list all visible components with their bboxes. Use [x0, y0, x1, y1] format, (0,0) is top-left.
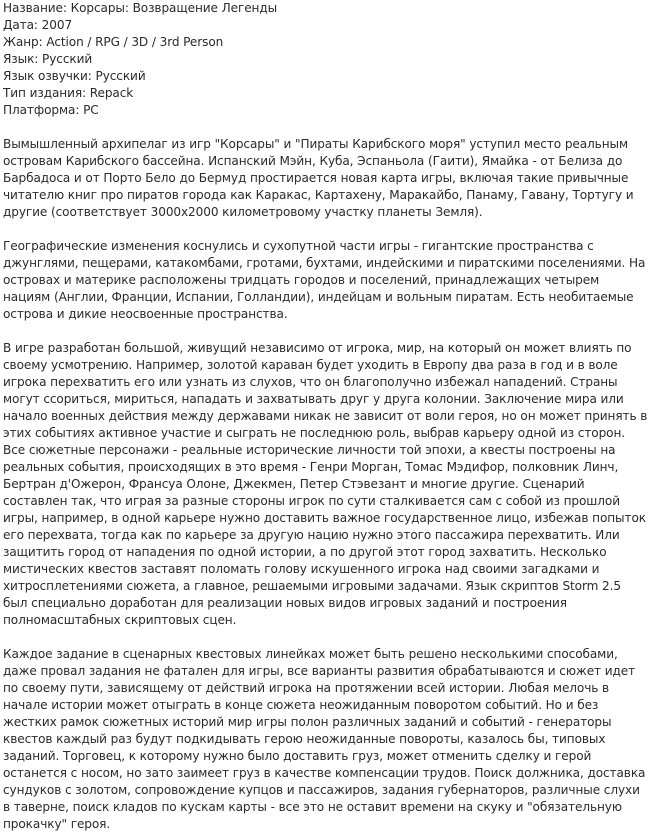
info-label: Язык озвучки [3, 69, 88, 83]
paragraph-quests: Каждое задание в сценарных квестовых линейках может быть решено несколькими способами, даже провал задания не фатален для игры, все варианты развития обрабатываются и сюжет идет по своему пути, зависящему от действий игрока на протяжении всей истории. Любая мелочь в начале истории может отыграть в конце сюжета неожиданным поворотом событий. Но и без жестких рамок сюжетных историй мир игры полон различных заданий и событий - генераторы квестов каждый раз будут подкидывать герою неожиданные повороты, казалось бы, типовых заданий. Торговец, к которому нужно было доставить груз, может отменить сделку и герой останется с носом, но зато заимеет груз в качестве компенсации трудов. Поиск должника, доставка сундуков с золотом, сопровождение купцов и пассажиров, задания губернаторов, различные слухи в таверне, поиск кладов по кускам карты - все это не оставит времени на скуку и "обязательную прокачку" героя. [3, 647, 646, 831]
info-label: Платформа [3, 103, 76, 117]
info-voice-language: Язык озвучки: Русский [3, 69, 146, 83]
info-value: Action / RPG / 3D / 3rd Person [46, 35, 224, 49]
info-label: Дата [3, 18, 34, 32]
info-value: Repack [89, 86, 134, 100]
paragraph-archipelago: Вымышленный архипелаг из игр "Корсары" и "Пираты Карибского моря" уступил место реальным островам Карибского бассейна. Испанский Мэйн, Куба, Эспаньола (Гаити), Ямайка - от Белиза до Барбадоса и от Порто Бело до Бермуд простирается новая карта игры, включая такие привычные читателю книг про пиратов города как Каракас, Картахену, Маракайбо, Панаму, Гавану, Тортугу и другие (соответствует 3000х2000 километровому участку планеты Земля). [3, 137, 634, 219]
release-info [3, 0, 649, 119]
info-label: Жанр [3, 35, 39, 49]
info-label: Язык [3, 52, 35, 66]
info-value: Русский [95, 69, 146, 83]
info-value: PC [83, 103, 99, 117]
info-label: Тип издания [3, 86, 83, 100]
info-label: Название [3, 1, 63, 15]
info-genre: Жанр: Action / RPG / 3D / 3rd Person [3, 35, 224, 49]
info-value: Русский [42, 52, 93, 66]
info-title: Название: Корсары: Возвращение Легенды [3, 1, 278, 15]
info-language: Язык: Русский [3, 52, 93, 66]
info-platform: Платформа: PC [3, 103, 99, 117]
info-release-type: Тип издания: Repack [3, 86, 134, 100]
info-date: Дата: 2007 [3, 18, 73, 32]
paragraph-geography: Географические изменения коснулись и сухопутной части игры - гигантские пространства с джунглями, пещерами, катакомбами, гротами, бухтами, индейскими и пиратскими поселениями. На островах и материке расположены тридцать городов и поселений, принадлежащих четырем нациям (Англии, Франции, Испании, Голландии), индейцам и вольным пиратам. Есть необитаемые острова и дикие неосвоенные пространства. [3, 239, 646, 321]
info-value: Корсары: Возвращение Легенды [70, 1, 278, 15]
info-value: 2007 [41, 18, 73, 32]
paragraph-world: В игре разработан большой, живущий независимо от игрока, мир, на который он может влиять по своему усмотрению. Например, золотой караван будет уходить в Европу два раза в год и в воле игрока перехватить его или узнать из слухов, что он благополучно избежал нападений. Страны могут ссориться, мириться, нападать и захватывать друг у друга колонии. Заключение мира или начало военных действия между державами никак не зависит от воли героя, но он может принять в этих событиях активное участие и сыграть не последнюю роль, выбрав карьеру одной из сторон. Все сюжетные персонажи - реальные исторические личности той эпохи, а квесты построены на реальных события, происходящих в это время - Генри Морган, Томас Мэдифор, полковник Линч, Бертран д'Ожерон, Франсуа Олоне, Джекмен, Петер Стэвезант и многие другие. Сценарий составлен так, что играя за разные стороны игрок по сути сталкивается сам с собой из прошлой игры, например, в одной карьере нужно доставить важное государственное лицо, избежав попыток его перехвата, тогда как по карьере за другую нацию нужно этого пассажира перехватить. Или защитить город от нападения по одной истории, а по другой этот город захватить. Несколько мистических квестов заставят поломать голову искушенного игрока над своими загадками и хитросплетениями сюжета, а главное, решаемыми игровыми задачами. Язык скриптов Storm 2.5 был специально доработан для реализации новых видов игровых заданий и построения полномасштабных скриптовых сцен. [3, 341, 648, 627]
